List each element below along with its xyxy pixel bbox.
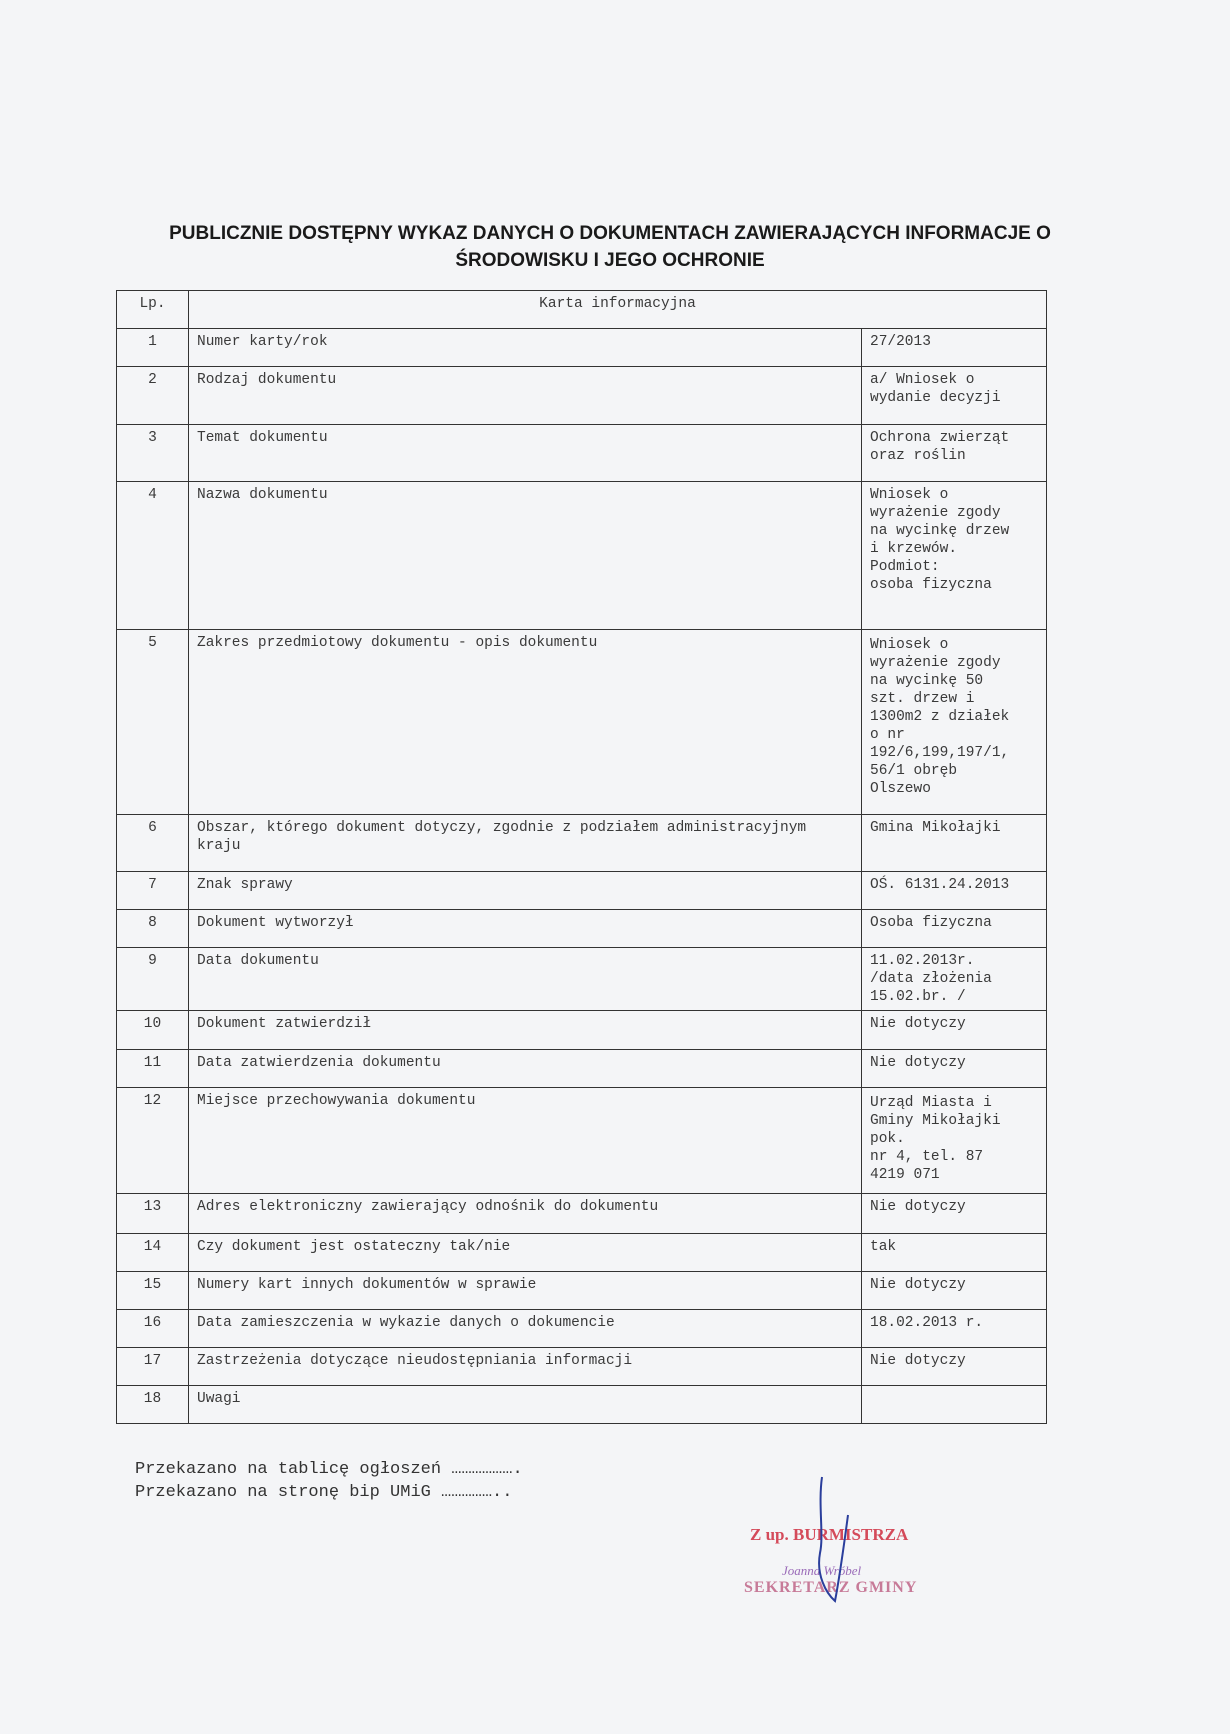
table-row xyxy=(117,630,1047,815)
table-row xyxy=(117,815,1047,872)
row-number: 5 xyxy=(117,630,189,815)
row-field-value: OŚ. 6131.24.2013 xyxy=(862,872,1047,910)
row-field-value: Ochrona zwierząt oraz roślin xyxy=(862,425,1047,482)
row-field-name: Numery kart innych dokumentów w sprawie xyxy=(189,1272,862,1310)
row-number: 18 xyxy=(117,1386,189,1424)
row-field-value: Osoba fizyczna xyxy=(862,910,1047,948)
row-number: 6 xyxy=(117,815,189,872)
row-field-value: 27/2013 xyxy=(862,329,1047,367)
row-field-value: tak xyxy=(862,1234,1047,1272)
row-number: 14 xyxy=(117,1234,189,1272)
table-row xyxy=(117,948,1047,1011)
row-number: 10 xyxy=(117,1011,189,1050)
row-field-name: Nazwa dokumentu xyxy=(189,482,862,630)
table-row xyxy=(117,367,1047,425)
footer-notes xyxy=(135,1458,523,1504)
table-row xyxy=(117,1194,1047,1234)
stamp-line-1: Z up. BURMISTRZA xyxy=(750,1525,909,1544)
row-number: 11 xyxy=(117,1050,189,1088)
row-field-name: Data zamieszczenia w wykazie danych o dokumencie xyxy=(189,1310,862,1348)
row-field-name: Miejsce przechowywania dokumentu xyxy=(189,1088,862,1194)
row-field-name: Data dokumentu xyxy=(189,948,862,1011)
header-lp: Lp. xyxy=(117,291,189,329)
row-field-value: Nie dotyczy xyxy=(862,1011,1047,1050)
row-number: 12 xyxy=(117,1088,189,1194)
information-card-table xyxy=(116,290,1047,1424)
table-row xyxy=(117,910,1047,948)
row-field-value: 18.02.2013 r. xyxy=(862,1310,1047,1348)
table-row xyxy=(117,872,1047,910)
row-field-value: Nie dotyczy xyxy=(862,1194,1047,1234)
row-number: 4 xyxy=(117,482,189,630)
row-field-name: Uwagi xyxy=(189,1386,862,1424)
row-field-name: Czy dokument jest ostateczny tak/nie xyxy=(189,1234,862,1272)
table-row xyxy=(117,1386,1047,1424)
row-number: 16 xyxy=(117,1310,189,1348)
row-field-name: Data zatwierdzenia dokumentu xyxy=(189,1050,862,1088)
row-field-name: Zastrzeżenia dotyczące nieudostępniania informacji xyxy=(189,1348,862,1386)
row-field-name: Dokument zatwierdził xyxy=(189,1011,862,1050)
row-field-value: Wniosek o wyrażenie zgody na wycinkę 50 szt. drzew i 1300m2 z działek o nr 192/6,199,197/1, 56/1 obręb Olszewo xyxy=(862,630,1047,815)
row-number: 2 xyxy=(117,367,189,425)
table-row xyxy=(117,425,1047,482)
row-field-name: Zakres przedmiotowy dokumentu - opis dokumentu xyxy=(189,630,862,815)
stamp-line-2: Joanna Wróbel xyxy=(782,1563,862,1578)
row-number: 3 xyxy=(117,425,189,482)
row-field-name: Dokument wytworzył xyxy=(189,910,862,948)
table-row xyxy=(117,1348,1047,1386)
row-number: 9 xyxy=(117,948,189,1011)
row-field-value: a/ Wniosek o wydanie decyzji xyxy=(862,367,1047,425)
stamp-line-3: SEKRETARZ GMINY xyxy=(744,1579,918,1596)
table-row xyxy=(117,1272,1047,1310)
footer-line-2: Przekazano na stronę bip UMiG …………….. xyxy=(135,1483,513,1502)
title-line-1: PUBLICZNIE DOSTĘPNY WYKAZ DANYCH O DOKUMENTACH ZAWIERAJĄCYCH INFORMACJE O xyxy=(169,223,1051,244)
table-row xyxy=(117,1088,1047,1194)
row-field-value: Nie dotyczy xyxy=(862,1050,1047,1088)
row-field-value: Urząd Miasta i Gminy Mikołajki pok. nr 4, tel. 87 4219 071 xyxy=(862,1088,1047,1194)
footer-line-1: Przekazano na tablicę ogłoszeń ………………. xyxy=(135,1460,523,1479)
row-field-value: Gmina Mikołajki xyxy=(862,815,1047,872)
row-field-value: Nie dotyczy xyxy=(862,1348,1047,1386)
table-row xyxy=(117,1234,1047,1272)
row-field-value: 11.02.2013r. /data złożenia 15.02.br. / xyxy=(862,948,1047,1011)
document-title xyxy=(120,220,1100,274)
row-field-value xyxy=(862,1386,1047,1424)
row-field-name: Rodzaj dokumentu xyxy=(189,367,862,425)
row-number: 1 xyxy=(117,329,189,367)
title-line-2: ŚRODOWISKU I JEGO OCHRONIE xyxy=(455,250,765,271)
row-field-name: Obszar, którego dokument dotyczy, zgodnie z podziałem administracyjnym kraju xyxy=(189,815,862,872)
header-card-title: Karta informacyjna xyxy=(189,291,1047,329)
row-field-name: Znak sprawy xyxy=(189,872,862,910)
row-number: 7 xyxy=(117,872,189,910)
row-field-name: Numer karty/rok xyxy=(189,329,862,367)
row-field-value: Wniosek o wyrażenie zgody na wycinkę drzew i krzewów. Podmiot: osoba fizyczna xyxy=(862,482,1047,630)
table-row xyxy=(117,1050,1047,1088)
table-row xyxy=(117,482,1047,630)
row-field-name: Temat dokumentu xyxy=(189,425,862,482)
row-number: 17 xyxy=(117,1348,189,1386)
official-stamp xyxy=(740,1475,980,1605)
table-row xyxy=(117,329,1047,367)
row-number: 15 xyxy=(117,1272,189,1310)
row-number: 8 xyxy=(117,910,189,948)
row-field-name: Adres elektroniczny zawierający odnośnik do dokumentu xyxy=(189,1194,862,1234)
table-row xyxy=(117,1310,1047,1348)
table-row xyxy=(117,1011,1047,1050)
row-number: 13 xyxy=(117,1194,189,1234)
signature-icon xyxy=(740,1475,980,1605)
row-field-value: Nie dotyczy xyxy=(862,1272,1047,1310)
table-header-row xyxy=(117,291,1047,329)
